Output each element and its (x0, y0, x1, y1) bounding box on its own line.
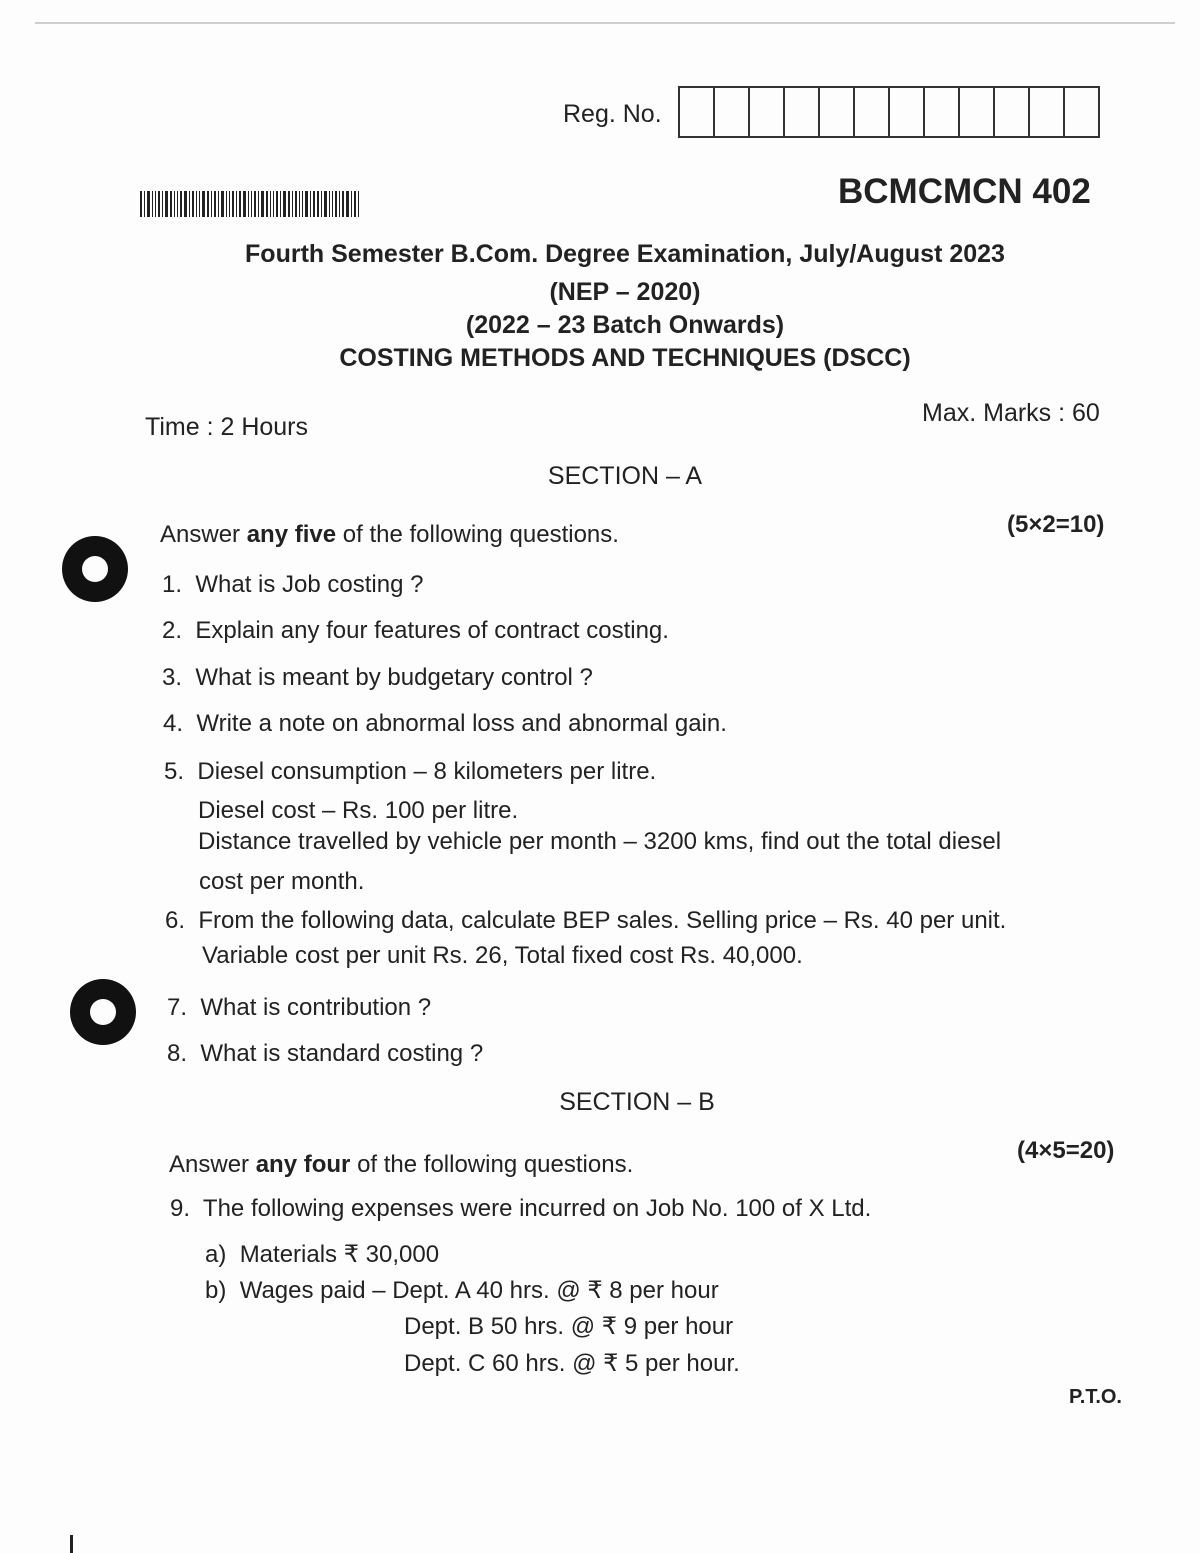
barcode-bar (248, 191, 249, 217)
barcode-bar (199, 191, 200, 217)
barcode-bar (226, 191, 227, 217)
question-7: 7. What is contribution ? (167, 994, 432, 1021)
barcode-bar (317, 191, 319, 217)
barcode-bar (354, 191, 356, 217)
barcode-bar (214, 191, 216, 217)
paper-code: BCMCMCN 402 (838, 172, 1091, 211)
reg-no-box (785, 88, 820, 136)
barcode-bar (335, 191, 337, 217)
scheme: (NEP – 2020) (549, 278, 701, 306)
barcode-bar (299, 191, 300, 217)
barcode-bar (295, 191, 297, 217)
barcode-bar (243, 191, 246, 217)
barcode-bar (266, 191, 268, 217)
reg-no-label: Reg. No. (563, 100, 662, 128)
barcode-bar (170, 191, 172, 217)
barcode-bar (302, 191, 303, 217)
barcode-bar (144, 191, 145, 217)
punch-hole (62, 536, 128, 602)
barcode-bar (310, 191, 311, 217)
barcode-bar (207, 191, 209, 217)
reg-no-box (1030, 88, 1065, 136)
barcode-bar (180, 191, 182, 217)
reg-no-box (995, 88, 1030, 136)
question-5-line: Distance travelled by vehicle per month – 3200 kms, find out the total diesel (198, 828, 1002, 855)
barcode-bar (196, 191, 197, 217)
barcode-bar (332, 191, 333, 217)
reg-no-box (925, 88, 960, 136)
barcode-bar (273, 191, 274, 217)
time-allowed: Time : 2 Hours (145, 413, 309, 441)
page-turn-note: P.T.O. (1069, 1386, 1122, 1408)
batch: (2022 – 23 Batch Onwards) (465, 311, 785, 339)
subject: COSTING METHODS AND TECHNIQUES (DSCC) (339, 344, 911, 372)
question-8: 8. What is standard costing ? (167, 1040, 484, 1067)
barcode-bar (232, 191, 234, 217)
reg-no-box (715, 88, 750, 136)
barcode-bar (155, 191, 156, 217)
section-b-instruction: Answer any four of the following questions. (169, 1151, 634, 1178)
barcode-bar (329, 191, 330, 217)
barcode-bar (229, 191, 230, 217)
barcode-bar (346, 191, 349, 217)
question-5-line: cost per month. (199, 868, 365, 895)
barcode-bar (239, 191, 241, 217)
reg-no-boxes (678, 86, 1100, 138)
section-a-instruction: Answer any five of the following questions. (160, 521, 619, 548)
question-3: 3. What is meant by budgetary control ? (162, 664, 593, 691)
question-4: 4. Write a note on abnormal loss and abnormal gain. (163, 710, 727, 737)
barcode-bar (351, 191, 352, 217)
barcode-bar (358, 191, 359, 217)
punch-hole (70, 979, 136, 1045)
barcode-bar (339, 191, 340, 217)
barcode-bar (174, 191, 175, 217)
barcode-bar (140, 191, 142, 217)
reg-no-box (960, 88, 995, 136)
question-5-line: Diesel cost – Rs. 100 per litre. (198, 797, 519, 824)
barcode-bar (192, 191, 194, 217)
barcode-bar (261, 191, 264, 217)
reg-no-box (680, 88, 715, 136)
barcode-bar (152, 191, 153, 217)
barcode-bar (254, 191, 256, 217)
barcode-bar (288, 191, 290, 217)
barcode-bar (258, 191, 259, 217)
reg-no-box (1065, 88, 1098, 136)
barcode-bar (165, 191, 168, 217)
section-b-allocation: (4×5=20) (1017, 1137, 1115, 1164)
barcode-bar (236, 191, 237, 217)
barcode-bar (189, 191, 190, 217)
question-9: 9. The following expenses were incurred on Job No. 100 of X Ltd. (170, 1195, 872, 1222)
barcode-bar (305, 191, 308, 217)
reg-no-box (890, 88, 925, 136)
barcode-bar (251, 191, 252, 217)
barcode-bar (270, 191, 271, 217)
question-9-item-b: b) Wages paid – Dept. A 40 hrs. @ ₹ 8 per hour (205, 1277, 719, 1304)
barcode-bar (313, 191, 315, 217)
exam-title: Fourth Semester B.Com. Degree Examination, July/August 2023 (245, 240, 1005, 268)
reg-no-box (820, 88, 855, 136)
question-6-line: Variable cost per unit Rs. 26, Total fixed cost Rs. 40,000. (202, 942, 803, 969)
barcode-bar (211, 191, 212, 217)
reg-no-box (855, 88, 890, 136)
question-9-dept-c: Dept. C 60 hrs. @ ₹ 5 per hour. (404, 1350, 740, 1377)
barcode-bar (162, 191, 163, 217)
barcode-bar (276, 191, 278, 217)
question-6: 6. From the following data, calculate BEP sales. Selling price – Rs. 40 per unit. (165, 907, 1007, 934)
reg-no-box (750, 88, 785, 136)
barcode-bar (147, 191, 150, 217)
question-2: 2. Explain any four features of contract costing. (162, 617, 669, 644)
barcode-bar (283, 191, 286, 217)
barcode-bar (184, 191, 187, 217)
barcode-bar (324, 191, 327, 217)
scan-edge-mark (70, 1535, 73, 1553)
barcode-bar (218, 191, 219, 217)
section-b-title: SECTION – B (559, 1088, 715, 1116)
question-9-dept-b: Dept. B 50 hrs. @ ₹ 9 per hour (404, 1313, 734, 1340)
barcode-bar (342, 191, 344, 217)
section-a-allocation: (5×2=10) (1007, 511, 1105, 538)
barcode-bar (280, 191, 281, 217)
barcode-bar (221, 191, 224, 217)
barcode-bar (158, 191, 160, 217)
barcode-bar (202, 191, 205, 217)
max-marks: Max. Marks : 60 (922, 399, 1100, 427)
barcode-bar (292, 191, 293, 217)
top-scan-rule (35, 22, 1175, 24)
barcode-bar (177, 191, 178, 217)
question-5: 5. Diesel consumption – 8 kilometers per litre. (164, 758, 657, 785)
question-9-item-a: a) Materials ₹ 30,000 (205, 1241, 440, 1268)
barcode (140, 191, 388, 217)
barcode-bar (321, 191, 322, 217)
question-1: 1. What is Job costing ? (162, 571, 424, 598)
section-a-title: SECTION – A (547, 462, 703, 490)
